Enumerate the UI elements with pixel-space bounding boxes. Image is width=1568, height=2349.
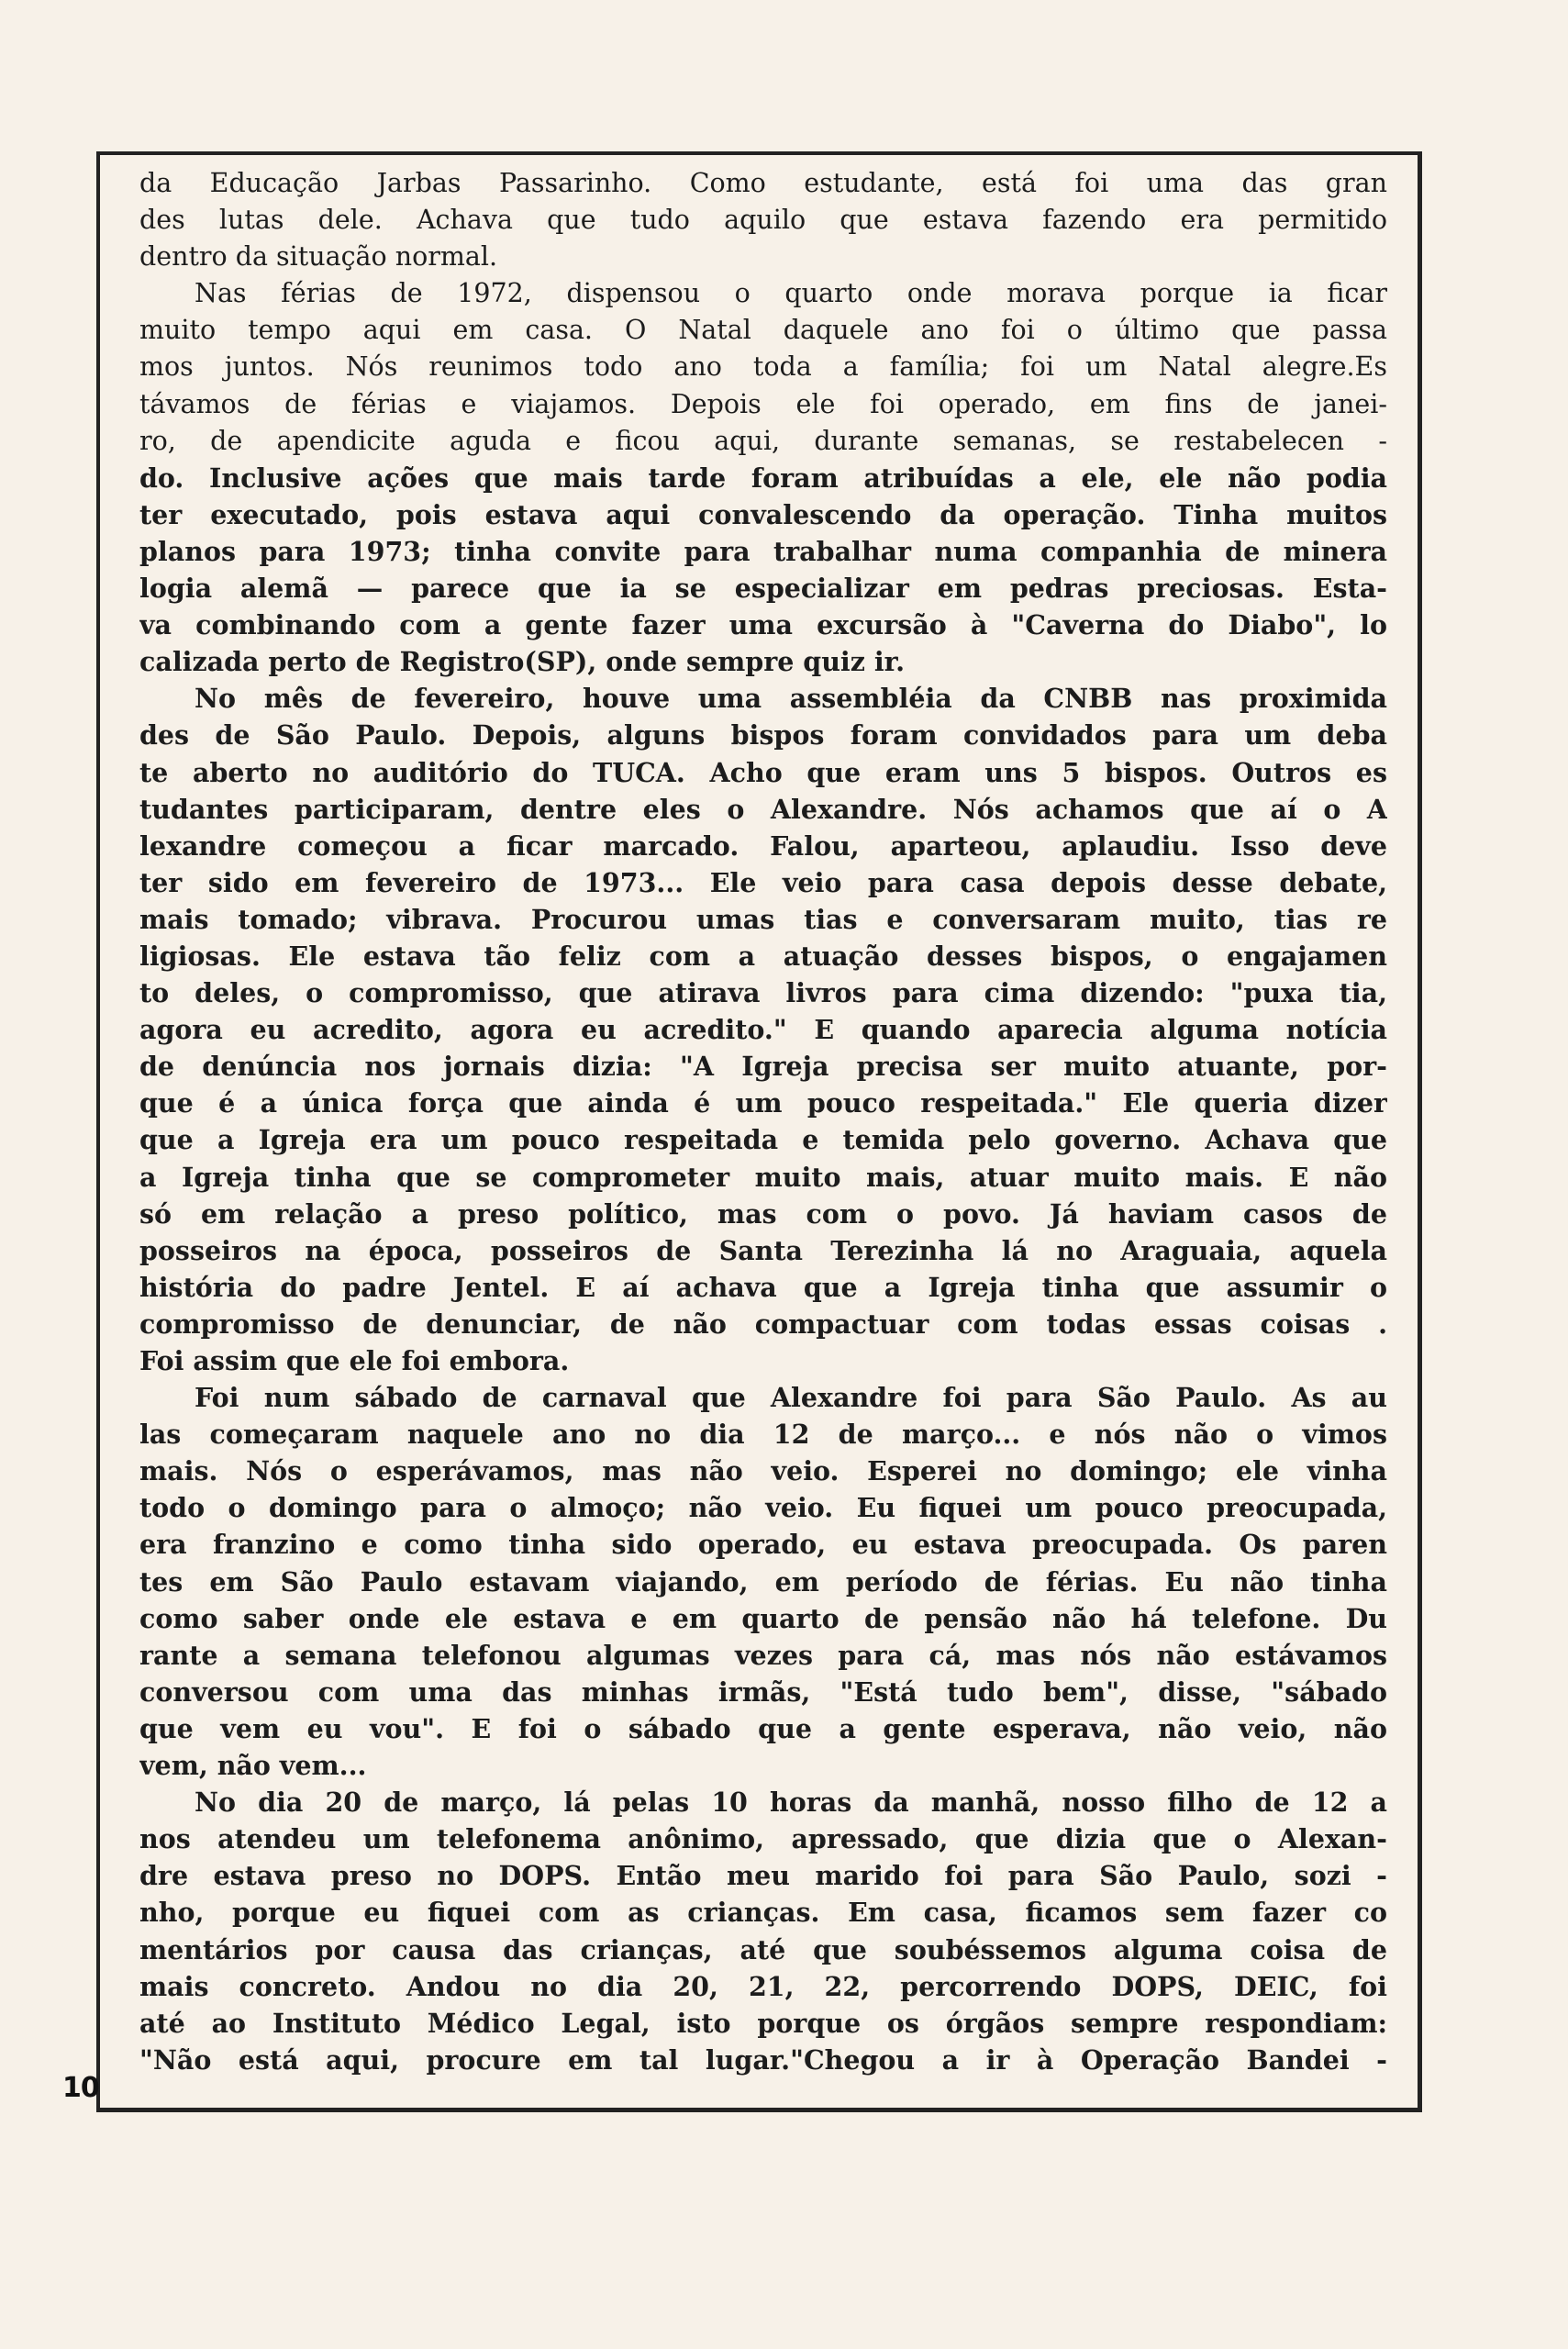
text-line: da Educação Jarbas Passarinho. Como estudante, está foi uma das gran (139, 168, 1387, 198)
text-line: mais. Nós o esperávamos, mas não veio. Esperei no domingo; ele vinha (139, 1455, 1387, 1487)
text-line: No mês de fevereiro, houve uma assembléia da CNBB nas proximida (195, 683, 1387, 715)
text-line: que a Igreja era um pouco respeitada e temida pelo governo. Achava que (139, 1124, 1387, 1156)
text-line: Nas férias de 1972, dispensou o quarto onde morava porque ia ficar (195, 278, 1387, 309)
text-line: távamos de férias e viajamos. Depois ele foi operado, em fins de janei- (139, 388, 1387, 419)
text-line: vem, não vem... (139, 1750, 367, 1782)
text-line: nos atendeu um telefonema anônimo, apressado, que dizia que o Alexan- (139, 1823, 1387, 1855)
page-number: 10 (62, 2072, 99, 2104)
text-line: nho, porque eu fiquei com as crianças. Em casa, ficamos sem fazer co (139, 1897, 1387, 1929)
text-line: mais concreto. Andou no dia 20, 21, 22, percorrendo DOPS, DEIC, foi (139, 1970, 1387, 2002)
text-line: ro, de apendicite aguda e ficou aqui, durante semanas, se restabelecen - (139, 425, 1387, 456)
text-line: como saber onde ele estava e em quarto de pensão não há telefone. Du (139, 1602, 1387, 1634)
text-line: era franzino e como tinha sido operado, eu estava preocupada. Os paren (139, 1529, 1387, 1561)
text-line: a Igreja tinha que se comprometer muito mais, atuar muito mais. E não (139, 1161, 1387, 1193)
text-line: compromisso de denunciar, de não compactuar com todas essas coisas . (139, 1308, 1387, 1340)
text-line: Foi assim que ele foi embora. (139, 1345, 570, 1376)
text-line: "Não está aqui, procure em tal lugar."Chegou a ir à Operação Bandei - (139, 2043, 1387, 2076)
text-line: mais tomado; vibrava. Procurou umas tias e conversaram muito, tias re (139, 903, 1387, 935)
text-line: de denúncia nos jornais dizia: "A Igreja precisa ser muito atuante, por- (139, 1051, 1387, 1083)
text-line: mentários por causa das crianças, até que soubéssemos alguma coisa de (139, 1933, 1387, 1965)
text-line: tes em São Paulo estavam viajando, em período de férias. Eu não tinha (139, 1565, 1387, 1598)
body-text (139, 165, 1387, 2078)
text-line: história do padre Jentel. E aí achava que a Igreja tinha que assumir o (139, 1271, 1387, 1303)
text-line: conversou com uma das minhas irmãs, "Está tudo bem", disse, "sábado (139, 1675, 1387, 1708)
text-line: to deles, o compromisso, que atirava livros para cima dizendo: "puxa tia, (139, 977, 1387, 1009)
text-line: lexandre começou a ficar marcado. Falou, aparteou, aplaudiu. Isso deve (139, 829, 1387, 862)
text-line: agora eu acredito, agora eu acredito." E quando aparecia alguma notícia (139, 1014, 1387, 1046)
text-line: logia alemã — parece que ia se especializar em pedras preciosas. Esta- (139, 573, 1387, 605)
text-line: calizada perto de Registro(SP), onde sempre quiz ir. (139, 646, 906, 678)
text-line: des de São Paulo. Depois, alguns bispos foram convidados para um deba (139, 719, 1387, 751)
text-line: va combinando com a gente fazer uma excursão à "Caverna do Diabo", lo (139, 609, 1387, 641)
text-line: posseiros na época, posseiros de Santa Terezinha lá no Araguaia, aquela (139, 1234, 1387, 1266)
text-line: rante a semana telefonou algumas vezes para cá, mas nós não estávamos (139, 1639, 1387, 1671)
text-line: só em relação a preso político, mas com o povo. Já haviam casos de (139, 1197, 1387, 1230)
text-line: No dia 20 de março, lá pelas 10 horas da manhã, nosso filho de 12 a (195, 1787, 1387, 1819)
text-line: ter sido em fevereiro de 1973... Ele veio para casa depois desse debate, (139, 866, 1387, 898)
text-line: que vem eu vou". E foi o sábado que a gente esperava, não veio, não (139, 1712, 1387, 1744)
text-line: tudantes participaram, dentre eles o Alexandre. Nós achamos que aí o A (139, 793, 1387, 825)
text-line: planos para 1973; tinha convite para trabalhar numa companhia de minera (139, 535, 1387, 567)
text-line: Foi num sábado de carnaval que Alexandre foi para São Paulo. As au (195, 1382, 1387, 1414)
text-line: dre estava preso no DOPS. Então meu marido foi para São Paulo, sozi - (139, 1860, 1387, 1892)
text-line: ter executado, pois estava aqui convalescendo da operação. Tinha muitos (139, 498, 1387, 530)
text-line: muito tempo aqui em casa. O Natal daquele ano foi o último que passa (139, 315, 1387, 346)
text-line: las começaram naquele ano no dia 12 de março... e nós não o vimos (139, 1419, 1387, 1451)
text-line: mos juntos. Nós reunimos todo ano toda a família; foi um Natal alegre.Es (139, 351, 1387, 383)
text-line: todo o domingo para o almoço; não veio. Eu fiquei um pouco preocupada, (139, 1492, 1387, 1524)
text-line: até ao Instituto Médico Legal, isto porque os órgãos sempre respondiam: (139, 2007, 1387, 2039)
text-line: que é a única força que ainda é um pouco respeitada." Ele queria dizer (139, 1087, 1387, 1119)
text-line: ligiosas. Ele estava tão feliz com a atuação desses bispos, o engajamen (139, 940, 1387, 972)
text-line: dentro da situação normal. (139, 241, 498, 273)
text-line: des lutas dele. Achava que tudo aquilo que estava fazendo era permitido (139, 205, 1387, 236)
text-line: te aberto no auditório do TUCA. Acho que eram uns 5 bispos. Outros es (139, 756, 1387, 788)
text-line: do. Inclusive ações que mais tarde foram atribuídas a ele, ele não podia (139, 462, 1387, 494)
